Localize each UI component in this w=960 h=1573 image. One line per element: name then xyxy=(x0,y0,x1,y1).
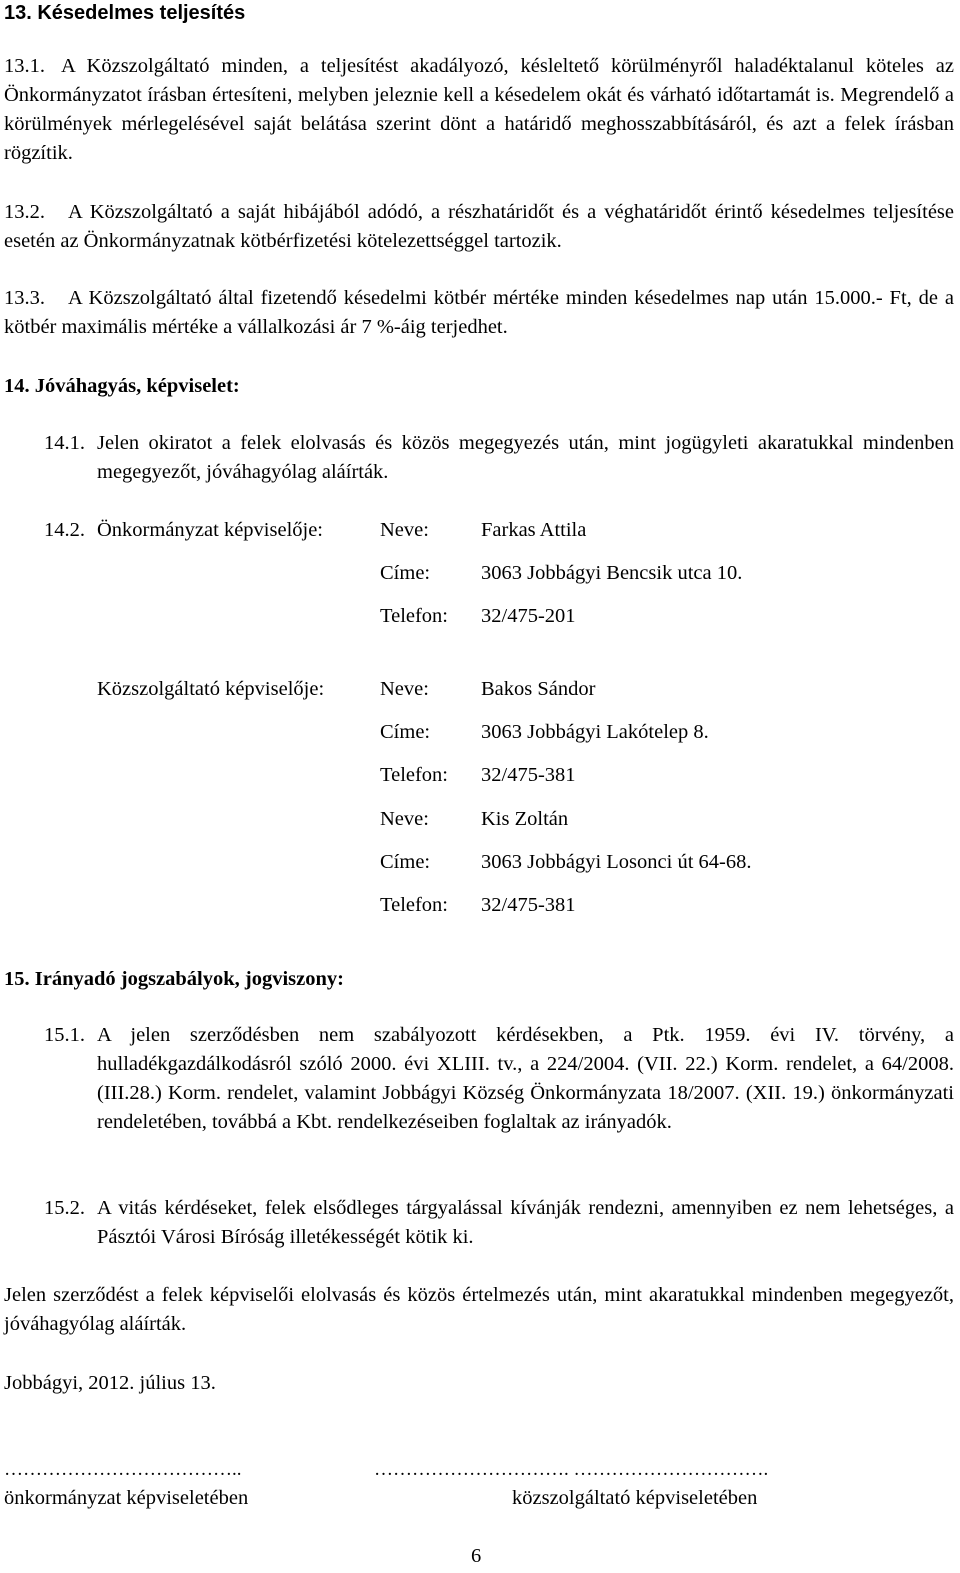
field-label-phone: Telefon: xyxy=(380,894,449,916)
signature-label-right: közszolgáltató képviseletében xyxy=(512,1487,758,1509)
para-13-2-text xyxy=(4,198,954,256)
kozsz-rep1-name: Bakos Sándor xyxy=(481,678,596,700)
rep-onk-phone-row xyxy=(0,602,960,631)
field-label-address: Címe: xyxy=(380,851,431,873)
rep-onk-name-row xyxy=(0,516,960,545)
rep-kozsz1-name-row xyxy=(0,675,960,704)
onk-rep-name: Farkas Attila xyxy=(481,519,587,541)
field-label-phone: Telefon: xyxy=(380,605,449,627)
rep-kozsz2-address-row xyxy=(0,848,960,877)
place-and-date: Jobbágyi, 2012. július 13. xyxy=(4,1372,216,1394)
rep-kozsz2-phone-row xyxy=(0,891,960,920)
section-14-title: 14. Jóváhagyás, képviselet: xyxy=(4,375,240,397)
signature-label-left: önkormányzat képviseletében xyxy=(4,1487,249,1509)
para-13-1-number: 13.1. xyxy=(4,55,45,77)
field-label-address: Címe: xyxy=(380,721,431,743)
closing-statement: Jelen szerződést a felek képviselői elolvasás és közös értelmezés után, mint akaratukkal mindenben megegyezőt, jóváhagyólag aláírták. xyxy=(4,1284,954,1335)
signature-line-right: …………………………. …………………………. xyxy=(374,1459,769,1480)
para-15-1-text: A jelen szerződésben nem szabályozott kérdésekben, a Ptk. 1959. évi IV. törvény, a hulladékgazdálkodásról szóló 2000. évi XLIII. tv., a 224/2004. (VII. 22.) Korm. rendelet, a 64/2008. (III.28.) Korm. rendelet, valamint Jobbágyi Község Önkormányzata 18/2007. (XII. 19.) önkormányzati rendeletében, továbbá a Kbt. rendelkezéseiben foglaltak az irányadók. xyxy=(97,1024,954,1133)
section-15-title: 15. Irányadó jogszabályok, jogviszony: xyxy=(4,968,344,990)
field-label-name: Neve: xyxy=(380,678,429,700)
field-label-name: Neve: xyxy=(380,519,429,541)
field-label-address: Címe: xyxy=(380,562,431,584)
kozsz-rep2-address: 3063 Jobbágyi Losonci út 64-68. xyxy=(481,851,752,873)
kozsz-rep-label: Közszolgáltató képviselője: xyxy=(97,678,325,700)
rep-onk-address-row xyxy=(0,559,960,588)
section-13-title: 13. Késedelmes teljesítés xyxy=(4,2,246,24)
para-15-2-number: 15.2. xyxy=(44,1197,85,1219)
para-14-1-text: Jelen okiratot a felek elolvasás és közös megegyezés után, mint jogügyleti akaratukkal mindenben megegyezőt, jóváhagyólag aláírták. xyxy=(97,432,954,483)
para-13-1-text xyxy=(4,52,954,168)
rep-kozsz2-name-row xyxy=(0,805,960,834)
para-13-3-text xyxy=(4,284,954,342)
para-15-2-text: A vitás kérdéseket, felek elsődleges tárgyalással kívánják rendezni, amennyiben ez nem lehetséges, a Pásztói Városi Bíróság illetékességét kötik ki. xyxy=(97,1197,954,1248)
para-14-2-number: 14.2. xyxy=(44,519,85,541)
page-number: 6 xyxy=(471,1545,482,1567)
onk-rep-phone: 32/475-201 xyxy=(481,605,576,627)
kozsz-rep1-phone: 32/475-381 xyxy=(481,764,576,786)
field-label-name: Neve: xyxy=(380,808,429,830)
para-15-1-number: 15.1. xyxy=(44,1024,85,1046)
para-13-2-number: 13.2. xyxy=(4,201,45,223)
para-14-1-number: 14.1. xyxy=(44,432,85,454)
rep-kozsz1-phone-row xyxy=(0,761,960,790)
para-13-1-body: A Közszolgáltató minden, a teljesítést akadályozó, késleltető körülményről haladéktalanul köteles az Önkormányzatot írásban értesíteni, melyben jeleznie kell a késedelem okát és várható időtartamát is. Megrendelő a körülmények mérlegelésével saját belátása szerint dönt a határidő meghosszabbításáról, és azt a felek írásban rögzítik. xyxy=(4,55,954,164)
kozsz-rep2-name: Kis Zoltán xyxy=(481,808,569,830)
kozsz-rep2-phone: 32/475-381 xyxy=(481,894,576,916)
para-13-3-body: A Közszolgáltató által fizetendő késedelmi kötbér mértéke minden késedelmes nap után 15.000.- Ft, de a kötbér maximális mértéke a vállalkozási ár 7 %-áig terjedhet. xyxy=(4,287,954,338)
rep-kozsz1-address-row xyxy=(0,718,960,747)
kozsz-rep1-address: 3063 Jobbágyi Lakótelep 8. xyxy=(481,721,709,743)
onk-rep-label: Önkormányzat képviselője: xyxy=(97,519,324,541)
signature-line-left: ……………………………….. xyxy=(4,1459,242,1480)
field-label-phone: Telefon: xyxy=(380,764,449,786)
para-13-3-number: 13.3. xyxy=(4,287,45,309)
para-13-2-body: A Közszolgáltató a saját hibájából adódó, a részhatáridőt és a véghatáridőt érintő késedelmes teljesítése esetén az Önkormányzatnak kötbérfizetési kötelezettséggel tartozik. xyxy=(4,201,954,252)
onk-rep-address: 3063 Jobbágyi Bencsik utca 10. xyxy=(481,562,743,584)
